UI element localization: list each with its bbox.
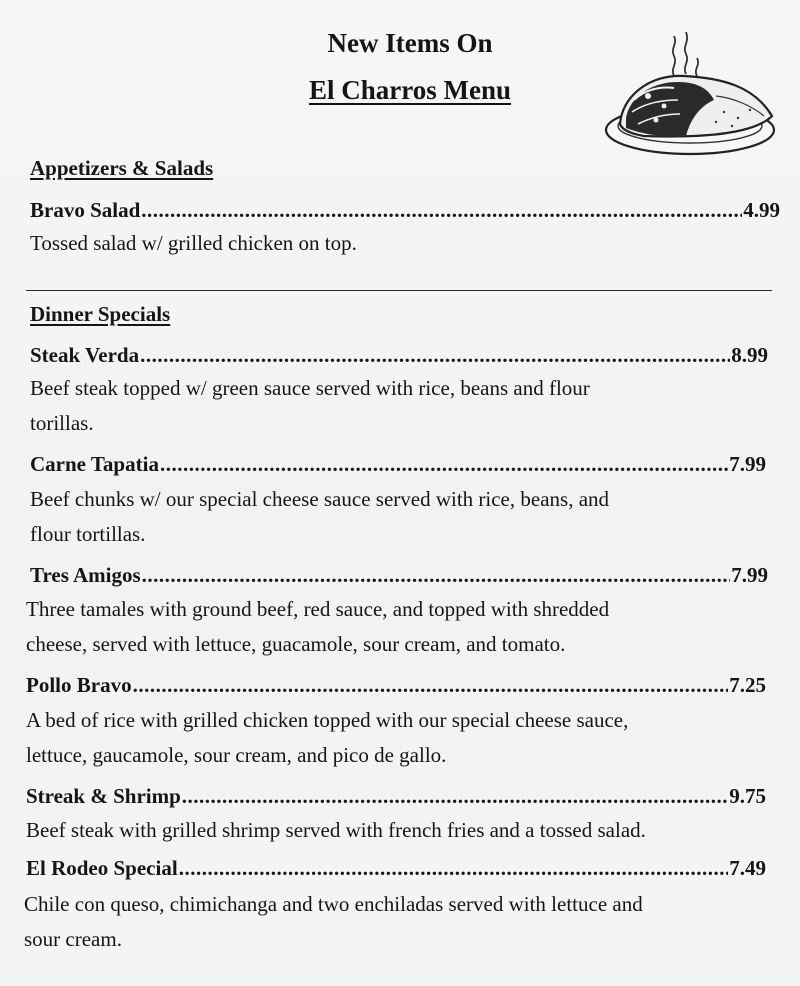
leader-dots	[142, 563, 731, 587]
menu-item-bravo-salad	[30, 198, 780, 222]
item-name: Pollo Bravo	[26, 673, 132, 697]
item-description: Tossed salad w/ grilled chicken on top.	[30, 231, 357, 255]
leader-dots	[140, 343, 730, 367]
section-heading-appetizers: Appetizers & Salads	[30, 156, 214, 180]
menu-item-el-rodeo-special	[26, 856, 766, 880]
leader-dots	[182, 784, 728, 808]
menu-item-tres-amigos	[30, 563, 768, 587]
menu-title-text: El Charros Menu	[308, 75, 511, 105]
item-description-line1: A bed of rice with grilled chicken topped with our special cheese sauce,	[26, 708, 629, 732]
item-name: El Rodeo Special	[26, 856, 178, 880]
item-description-line2: sour cream.	[24, 927, 122, 951]
menu-item-steak-verda	[30, 343, 768, 367]
item-description-line1: Beef chunks w/ our special cheese sauce served with rice, beans, and	[30, 487, 610, 511]
leader-dots	[179, 856, 729, 880]
item-price: 8.99	[731, 343, 768, 367]
item-price: 7.99	[731, 563, 768, 587]
section-heading-dinner: Dinner Specials	[30, 302, 171, 326]
item-description: Beef steak with grilled shrimp served with french fries and a tossed salad.	[26, 818, 646, 842]
item-description-line1: Beef steak topped w/ green sauce served with rice, beans and flour	[30, 376, 590, 400]
leader-dots	[160, 452, 728, 476]
item-price: 4.99	[743, 198, 780, 222]
item-price: 7.99	[729, 452, 766, 476]
item-name: Steak Verda	[30, 343, 140, 367]
item-name: Bravo Salad	[30, 198, 141, 222]
item-description-line1: Chile con queso, chimichanga and two enchiladas served with lettuce and	[24, 892, 643, 916]
section-divider	[26, 290, 772, 291]
menu-item-streak-shrimp	[26, 784, 766, 808]
item-description-line2: cheese, served with lettuce, guacamole, sour cream, and tomato.	[26, 632, 566, 656]
leader-dots	[141, 198, 742, 222]
item-description-line2: torillas.	[30, 411, 94, 435]
menu-item-carne-tapatia	[30, 452, 766, 476]
item-description-line1: Three tamales with ground beef, red sauce, and topped with shredded	[26, 597, 610, 621]
item-name: Streak & Shrimp	[26, 784, 181, 808]
menu-item-pollo-bravo	[26, 673, 766, 697]
leader-dots	[133, 673, 729, 697]
item-price: 9.75	[729, 784, 766, 808]
menu-title-line1: New Items On	[327, 28, 493, 58]
item-name: Carne Tapatia	[30, 452, 159, 476]
item-description-line2: flour tortillas.	[30, 522, 146, 546]
item-price: 7.49	[729, 856, 766, 880]
item-description-line2: lettuce, gaucamole, sour cream, and pico de gallo.	[26, 743, 447, 767]
item-price: 7.25	[729, 673, 766, 697]
item-name: Tres Amigos	[30, 563, 141, 587]
taco-plate-icon	[604, 26, 780, 166]
